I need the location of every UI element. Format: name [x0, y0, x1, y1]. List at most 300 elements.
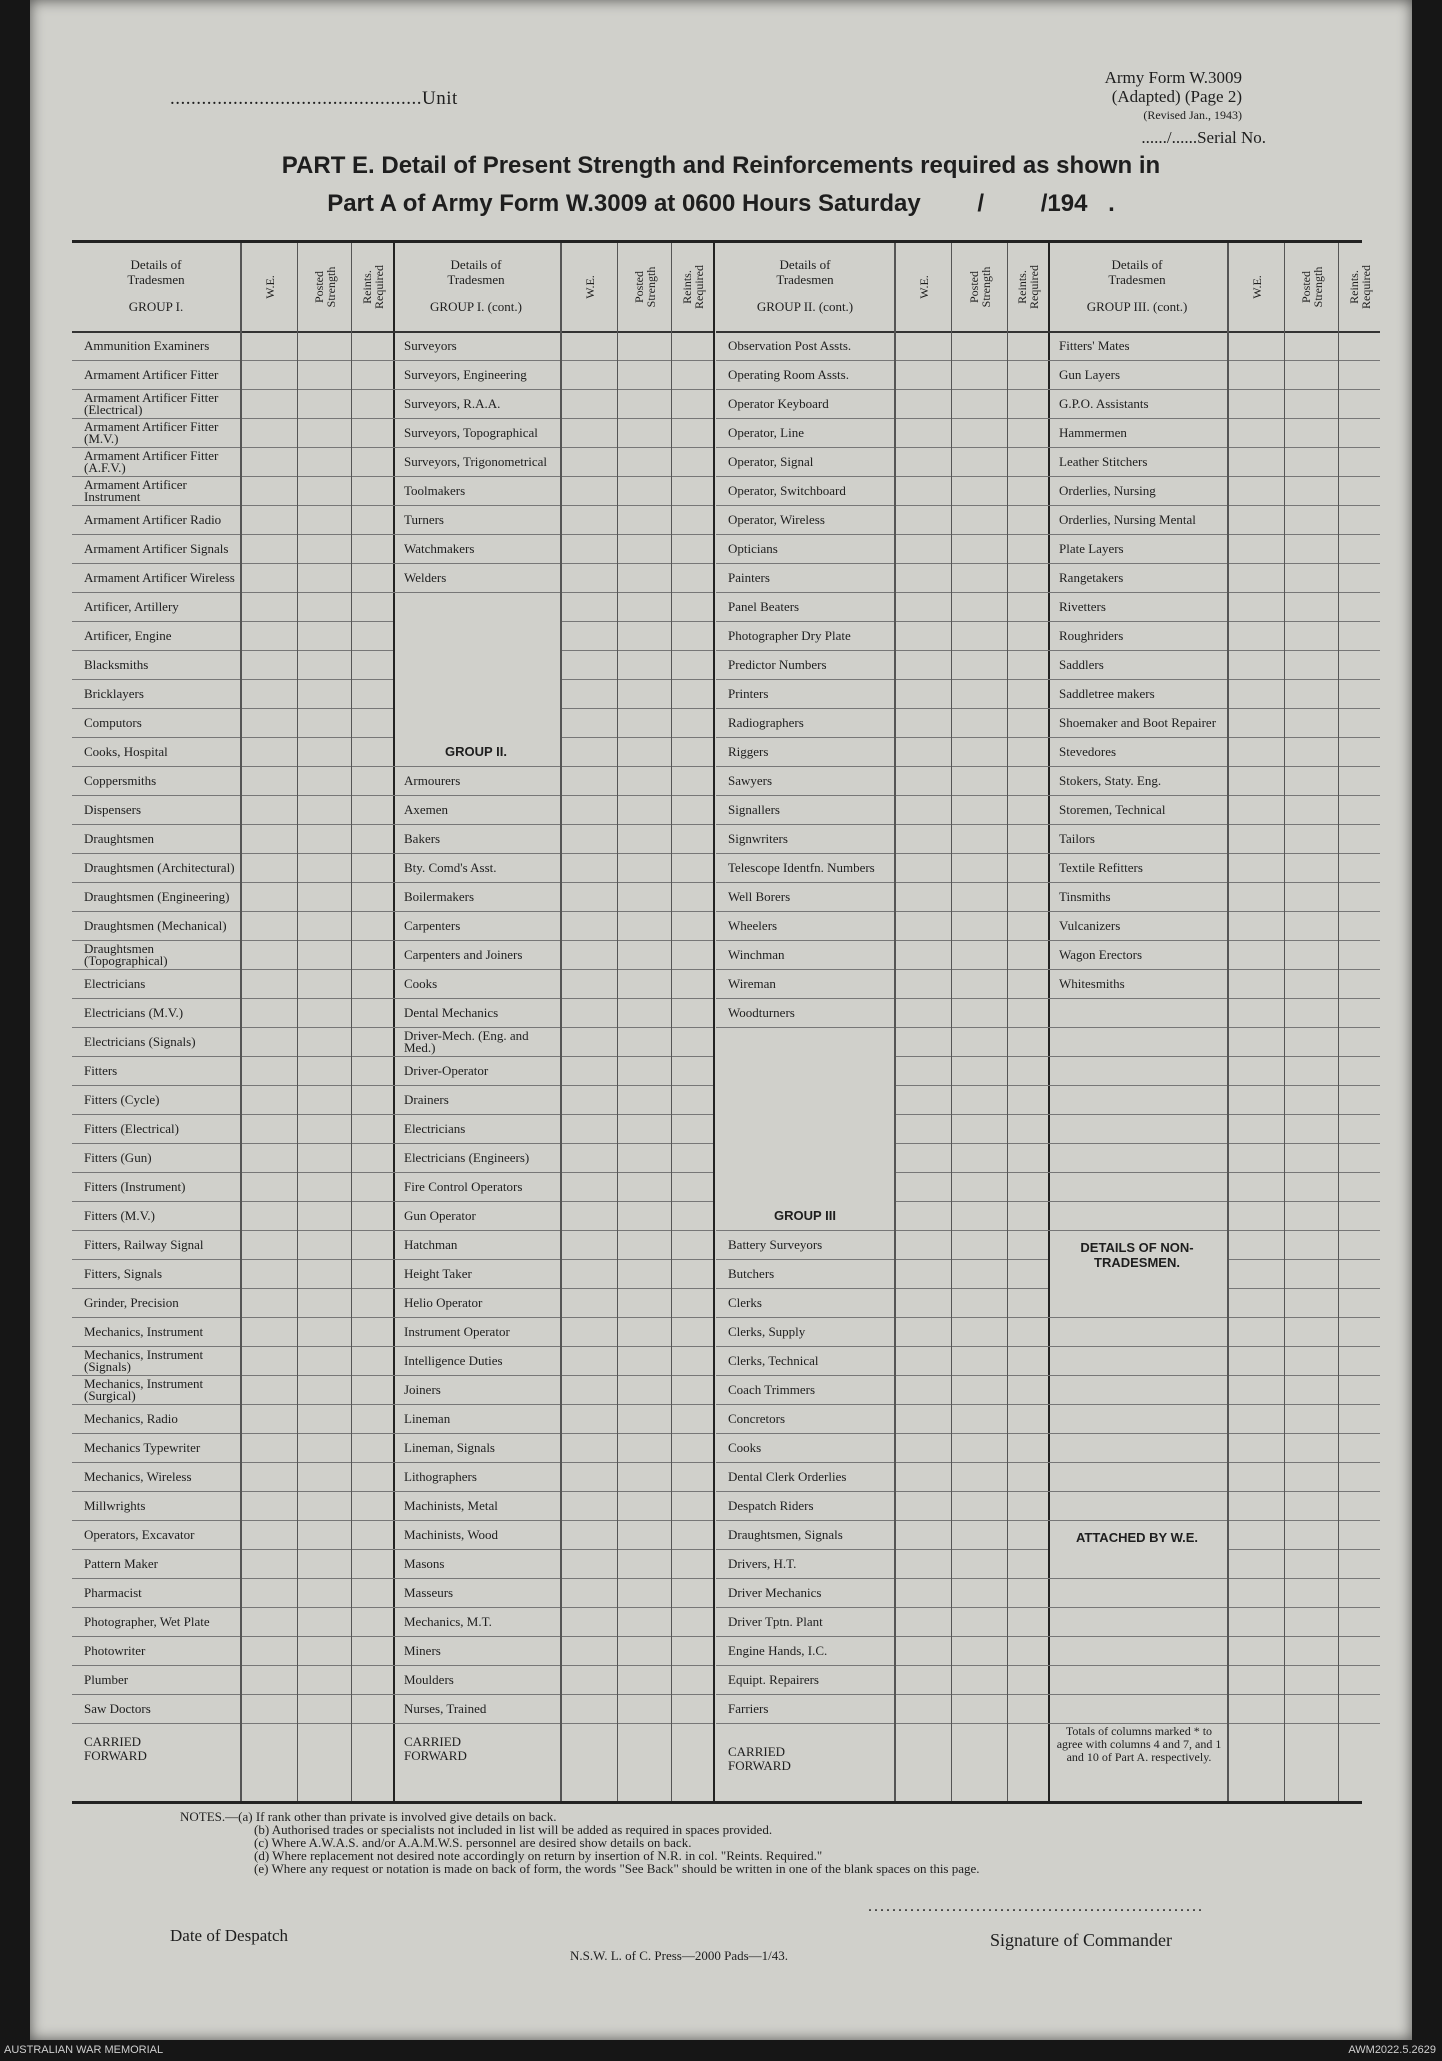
entry-cell[interactable] — [562, 534, 617, 564]
entry-cell[interactable] — [618, 1027, 671, 1057]
entry-cell[interactable] — [298, 882, 351, 912]
entry-cell[interactable] — [1008, 1172, 1048, 1202]
entry-cell[interactable] — [952, 824, 1007, 854]
entry-cell[interactable] — [896, 679, 951, 709]
entry-cell[interactable] — [352, 621, 393, 651]
entry-cell[interactable] — [618, 331, 671, 361]
entry-cell[interactable] — [242, 1085, 297, 1115]
entry-cell[interactable] — [672, 911, 713, 941]
entry-cell[interactable] — [352, 418, 393, 448]
entry-cell[interactable] — [352, 824, 393, 854]
entry-cell[interactable] — [1339, 1288, 1380, 1318]
entry-cell[interactable] — [1285, 563, 1338, 593]
entry-cell[interactable] — [562, 940, 617, 970]
entry-cell[interactable] — [1008, 1201, 1048, 1231]
entry-cell[interactable] — [1285, 360, 1338, 390]
entry-cell[interactable] — [562, 1259, 617, 1289]
entry-cell[interactable] — [1339, 447, 1380, 477]
entry-cell[interactable] — [896, 795, 951, 825]
entry-cell[interactable] — [1229, 1317, 1284, 1347]
entry-cell[interactable] — [672, 1433, 713, 1463]
entry-cell[interactable] — [352, 1027, 393, 1057]
entry-cell[interactable] — [1285, 1230, 1338, 1260]
entry-cell[interactable] — [1008, 592, 1048, 622]
entry-cell[interactable] — [1285, 1172, 1338, 1202]
entry-cell[interactable] — [242, 505, 297, 535]
entry-cell[interactable] — [952, 1549, 1007, 1579]
entry-cell[interactable] — [1285, 1404, 1338, 1434]
entry-cell[interactable] — [618, 766, 671, 796]
entry-cell[interactable] — [952, 1288, 1007, 1318]
entry-cell[interactable] — [618, 1578, 671, 1608]
entry-cell[interactable] — [952, 505, 1007, 535]
entry-cell[interactable] — [672, 1056, 713, 1086]
entry-cell[interactable] — [672, 1578, 713, 1608]
entry-cell[interactable] — [562, 737, 617, 767]
entry-cell[interactable] — [896, 1056, 951, 1086]
entry-cell[interactable] — [618, 1694, 671, 1724]
entry-cell[interactable] — [562, 853, 617, 883]
entry-cell[interactable] — [1285, 1520, 1338, 1550]
entry-cell[interactable] — [298, 1259, 351, 1289]
entry-cell[interactable] — [618, 1056, 671, 1086]
entry-cell[interactable] — [1008, 998, 1048, 1028]
entry-cell[interactable] — [1008, 1433, 1048, 1463]
entry-cell[interactable] — [1229, 1288, 1284, 1318]
entry-cell[interactable] — [672, 882, 713, 912]
entry-cell[interactable] — [562, 331, 617, 361]
entry-cell[interactable] — [1008, 911, 1048, 941]
entry-cell[interactable] — [952, 360, 1007, 390]
entry-cell[interactable] — [1008, 1230, 1048, 1260]
entry-cell[interactable] — [242, 1056, 297, 1086]
entry-cell[interactable] — [1008, 563, 1048, 593]
entry-cell[interactable] — [1339, 1607, 1380, 1637]
entry-cell[interactable] — [242, 1549, 297, 1579]
entry-cell[interactable] — [1339, 1578, 1380, 1608]
entry-cell[interactable] — [1229, 1085, 1284, 1115]
entry-cell[interactable] — [672, 1114, 713, 1144]
entry-cell[interactable] — [1285, 1665, 1338, 1695]
entry-cell[interactable] — [896, 563, 951, 593]
entry-cell[interactable] — [1285, 795, 1338, 825]
entry-cell[interactable] — [242, 360, 297, 390]
entry-cell[interactable] — [1229, 969, 1284, 999]
entry-cell[interactable] — [1008, 534, 1048, 564]
entry-cell[interactable] — [952, 853, 1007, 883]
entry-cell[interactable] — [352, 737, 393, 767]
entry-cell[interactable] — [1285, 1317, 1338, 1347]
entry-cell[interactable] — [672, 795, 713, 825]
entry-cell[interactable] — [1285, 1201, 1338, 1231]
entry-cell[interactable] — [352, 1143, 393, 1173]
entry-cell[interactable] — [1339, 708, 1380, 738]
entry-cell[interactable] — [352, 1404, 393, 1434]
entry-cell[interactable] — [562, 650, 617, 680]
entry-cell[interactable] — [242, 1288, 297, 1318]
entry-cell[interactable] — [1339, 650, 1380, 680]
entry-cell[interactable] — [1285, 1288, 1338, 1318]
entry-cell[interactable] — [1339, 1462, 1380, 1492]
entry-cell[interactable] — [1339, 1636, 1380, 1666]
entry-cell[interactable] — [1229, 1433, 1284, 1463]
entry-cell[interactable] — [1008, 1259, 1048, 1289]
entry-cell[interactable] — [242, 1027, 297, 1057]
entry-cell[interactable] — [672, 1404, 713, 1434]
entry-cell[interactable] — [1339, 360, 1380, 390]
entry-cell[interactable] — [618, 882, 671, 912]
entry-cell[interactable] — [298, 1607, 351, 1637]
entry-cell[interactable] — [298, 853, 351, 883]
entry-cell[interactable] — [1229, 1143, 1284, 1173]
entry-cell[interactable] — [1229, 505, 1284, 535]
entry-cell[interactable] — [298, 418, 351, 448]
entry-cell[interactable] — [618, 679, 671, 709]
entry-cell[interactable] — [896, 447, 951, 477]
entry-cell[interactable] — [242, 1607, 297, 1637]
entry-cell[interactable] — [618, 1230, 671, 1260]
entry-cell[interactable] — [1229, 1549, 1284, 1579]
entry-cell[interactable] — [618, 1288, 671, 1318]
entry-cell[interactable] — [298, 795, 351, 825]
entry-cell[interactable] — [562, 1172, 617, 1202]
entry-cell[interactable] — [1285, 1636, 1338, 1666]
entry-cell[interactable] — [1285, 1549, 1338, 1579]
entry-cell[interactable] — [952, 1114, 1007, 1144]
entry-cell[interactable] — [1285, 1433, 1338, 1463]
entry-cell[interactable] — [618, 708, 671, 738]
entry-cell[interactable] — [242, 389, 297, 419]
entry-cell[interactable] — [618, 592, 671, 622]
entry-cell[interactable] — [562, 1317, 617, 1347]
entry-cell[interactable] — [562, 911, 617, 941]
entry-cell[interactable] — [298, 1578, 351, 1608]
entry-cell[interactable] — [298, 1230, 351, 1260]
entry-cell[interactable] — [1229, 853, 1284, 883]
entry-cell[interactable] — [672, 360, 713, 390]
entry-cell[interactable] — [952, 766, 1007, 796]
entry-cell[interactable] — [896, 1578, 951, 1608]
entry-cell[interactable] — [298, 679, 351, 709]
entry-cell[interactable] — [618, 1317, 671, 1347]
entry-cell[interactable] — [896, 1433, 951, 1463]
entry-cell[interactable] — [562, 1549, 617, 1579]
entry-cell[interactable] — [1285, 824, 1338, 854]
entry-cell[interactable] — [562, 621, 617, 651]
entry-cell[interactable] — [672, 389, 713, 419]
entry-cell[interactable] — [952, 1346, 1007, 1376]
entry-cell[interactable] — [1008, 650, 1048, 680]
entry-cell[interactable] — [562, 1462, 617, 1492]
entry-cell[interactable] — [618, 650, 671, 680]
entry-cell[interactable] — [672, 1085, 713, 1115]
entry-cell[interactable] — [672, 1607, 713, 1637]
entry-cell[interactable] — [298, 998, 351, 1028]
entry-cell[interactable] — [672, 476, 713, 506]
entry-cell[interactable] — [952, 447, 1007, 477]
entry-cell[interactable] — [562, 882, 617, 912]
entry-cell[interactable] — [618, 1114, 671, 1144]
entry-cell[interactable] — [618, 998, 671, 1028]
entry-cell[interactable] — [1339, 1056, 1380, 1086]
entry-cell[interactable] — [1339, 969, 1380, 999]
entry-cell[interactable] — [1285, 1578, 1338, 1608]
entry-cell[interactable] — [952, 940, 1007, 970]
entry-cell[interactable] — [352, 1114, 393, 1144]
entry-cell[interactable] — [896, 1288, 951, 1318]
entry-cell[interactable] — [352, 1172, 393, 1202]
entry-cell[interactable] — [242, 1404, 297, 1434]
entry-cell[interactable] — [1229, 650, 1284, 680]
entry-cell[interactable] — [952, 1230, 1007, 1260]
entry-cell[interactable] — [298, 592, 351, 622]
entry-cell[interactable] — [618, 1201, 671, 1231]
entry-cell[interactable] — [1339, 1085, 1380, 1115]
entry-cell[interactable] — [1285, 650, 1338, 680]
entry-cell[interactable] — [562, 1375, 617, 1405]
entry-cell[interactable] — [672, 1259, 713, 1289]
entry-cell[interactable] — [1339, 882, 1380, 912]
entry-cell[interactable] — [352, 1230, 393, 1260]
entry-cell[interactable] — [562, 1433, 617, 1463]
entry-cell[interactable] — [1285, 534, 1338, 564]
entry-cell[interactable] — [562, 505, 617, 535]
entry-cell[interactable] — [1229, 1375, 1284, 1405]
entry-cell[interactable] — [896, 1694, 951, 1724]
entry-cell[interactable] — [618, 1607, 671, 1637]
entry-cell[interactable] — [618, 1433, 671, 1463]
entry-cell[interactable] — [242, 795, 297, 825]
entry-cell[interactable] — [672, 534, 713, 564]
entry-cell[interactable] — [1285, 476, 1338, 506]
entry-cell[interactable] — [1229, 1114, 1284, 1144]
entry-cell[interactable] — [1285, 1027, 1338, 1057]
entry-cell[interactable] — [298, 1549, 351, 1579]
entry-cell[interactable] — [352, 1520, 393, 1550]
entry-cell[interactable] — [1229, 1404, 1284, 1434]
entry-cell[interactable] — [1008, 708, 1048, 738]
entry-cell[interactable] — [242, 476, 297, 506]
entry-cell[interactable] — [1339, 1433, 1380, 1463]
entry-cell[interactable] — [1339, 1520, 1380, 1550]
entry-cell[interactable] — [1339, 795, 1380, 825]
entry-cell[interactable] — [298, 1491, 351, 1521]
entry-cell[interactable] — [672, 1375, 713, 1405]
entry-cell[interactable] — [1008, 1027, 1048, 1057]
entry-cell[interactable] — [1285, 1259, 1338, 1289]
entry-cell[interactable] — [1339, 563, 1380, 593]
entry-cell[interactable] — [952, 795, 1007, 825]
entry-cell[interactable] — [298, 534, 351, 564]
entry-cell[interactable] — [896, 1607, 951, 1637]
entry-cell[interactable] — [352, 911, 393, 941]
entry-cell[interactable] — [1008, 1317, 1048, 1347]
entry-cell[interactable] — [672, 1346, 713, 1376]
entry-cell[interactable] — [1285, 1491, 1338, 1521]
entry-cell[interactable] — [952, 592, 1007, 622]
entry-cell[interactable] — [896, 1201, 951, 1231]
entry-cell[interactable] — [242, 1433, 297, 1463]
entry-cell[interactable] — [672, 679, 713, 709]
entry-cell[interactable] — [562, 592, 617, 622]
entry-cell[interactable] — [1229, 1462, 1284, 1492]
entry-cell[interactable] — [952, 1143, 1007, 1173]
entry-cell[interactable] — [1229, 679, 1284, 709]
entry-cell[interactable] — [298, 1201, 351, 1231]
entry-cell[interactable] — [896, 505, 951, 535]
entry-cell[interactable] — [672, 1665, 713, 1695]
entry-cell[interactable] — [952, 534, 1007, 564]
entry-cell[interactable] — [1285, 853, 1338, 883]
entry-cell[interactable] — [352, 853, 393, 883]
entry-cell[interactable] — [242, 737, 297, 767]
entry-cell[interactable] — [242, 1230, 297, 1260]
entry-cell[interactable] — [672, 1520, 713, 1550]
entry-cell[interactable] — [952, 1375, 1007, 1405]
entry-cell[interactable] — [298, 1346, 351, 1376]
entry-cell[interactable] — [1339, 1143, 1380, 1173]
entry-cell[interactable] — [562, 476, 617, 506]
entry-cell[interactable] — [952, 389, 1007, 419]
entry-cell[interactable] — [242, 969, 297, 999]
entry-cell[interactable] — [896, 621, 951, 651]
entry-cell[interactable] — [1008, 824, 1048, 854]
entry-cell[interactable] — [242, 1317, 297, 1347]
entry-cell[interactable] — [242, 1636, 297, 1666]
entry-cell[interactable] — [1229, 1578, 1284, 1608]
entry-cell[interactable] — [1008, 1549, 1048, 1579]
entry-cell[interactable] — [1229, 1607, 1284, 1637]
entry-cell[interactable] — [1339, 1259, 1380, 1289]
entry-cell[interactable] — [1339, 1665, 1380, 1695]
entry-cell[interactable] — [1285, 882, 1338, 912]
entry-cell[interactable] — [1008, 1491, 1048, 1521]
entry-cell[interactable] — [1008, 1636, 1048, 1666]
entry-cell[interactable] — [672, 1143, 713, 1173]
entry-cell[interactable] — [562, 1607, 617, 1637]
entry-cell[interactable] — [298, 1288, 351, 1318]
entry-cell[interactable] — [1229, 1665, 1284, 1695]
entry-cell[interactable] — [672, 969, 713, 999]
entry-cell[interactable] — [896, 708, 951, 738]
entry-cell[interactable] — [1339, 1027, 1380, 1057]
entry-cell[interactable] — [1339, 1694, 1380, 1724]
entry-cell[interactable] — [952, 1578, 1007, 1608]
entry-cell[interactable] — [1339, 389, 1380, 419]
entry-cell[interactable] — [618, 795, 671, 825]
entry-cell[interactable] — [896, 766, 951, 796]
entry-cell[interactable] — [672, 505, 713, 535]
entry-cell[interactable] — [242, 940, 297, 970]
entry-cell[interactable] — [1285, 766, 1338, 796]
entry-cell[interactable] — [242, 592, 297, 622]
entry-cell[interactable] — [672, 1549, 713, 1579]
entry-cell[interactable] — [1229, 795, 1284, 825]
entry-cell[interactable] — [242, 998, 297, 1028]
entry-cell[interactable] — [672, 1462, 713, 1492]
entry-cell[interactable] — [242, 650, 297, 680]
entry-cell[interactable] — [952, 1201, 1007, 1231]
entry-cell[interactable] — [1285, 592, 1338, 622]
entry-cell[interactable] — [1008, 882, 1048, 912]
entry-cell[interactable] — [896, 737, 951, 767]
entry-cell[interactable] — [298, 1462, 351, 1492]
entry-cell[interactable] — [1339, 1201, 1380, 1231]
entry-cell[interactable] — [242, 1665, 297, 1695]
entry-cell[interactable] — [242, 1491, 297, 1521]
entry-cell[interactable] — [1285, 331, 1338, 361]
entry-cell[interactable] — [1229, 621, 1284, 651]
entry-cell[interactable] — [352, 447, 393, 477]
entry-cell[interactable] — [242, 1201, 297, 1231]
entry-cell[interactable] — [1339, 1114, 1380, 1144]
entry-cell[interactable] — [896, 1404, 951, 1434]
entry-cell[interactable] — [298, 1114, 351, 1144]
entry-cell[interactable] — [352, 1288, 393, 1318]
entry-cell[interactable] — [1285, 940, 1338, 970]
entry-cell[interactable] — [1008, 1375, 1048, 1405]
entry-cell[interactable] — [352, 650, 393, 680]
entry-cell[interactable] — [618, 1491, 671, 1521]
entry-cell[interactable] — [952, 1259, 1007, 1289]
entry-cell[interactable] — [298, 708, 351, 738]
entry-cell[interactable] — [952, 1027, 1007, 1057]
entry-cell[interactable] — [242, 1462, 297, 1492]
entry-cell[interactable] — [1339, 1491, 1380, 1521]
entry-cell[interactable] — [952, 476, 1007, 506]
entry-cell[interactable] — [1339, 476, 1380, 506]
entry-cell[interactable] — [298, 766, 351, 796]
entry-cell[interactable] — [1008, 1462, 1048, 1492]
entry-cell[interactable] — [952, 1462, 1007, 1492]
entry-cell[interactable] — [562, 563, 617, 593]
entry-cell[interactable] — [1229, 1694, 1284, 1724]
entry-cell[interactable] — [1339, 621, 1380, 651]
entry-cell[interactable] — [1285, 708, 1338, 738]
entry-cell[interactable] — [896, 1491, 951, 1521]
entry-cell[interactable] — [618, 1143, 671, 1173]
entry-cell[interactable] — [952, 1172, 1007, 1202]
entry-cell[interactable] — [672, 1230, 713, 1260]
entry-cell[interactable] — [352, 1694, 393, 1724]
entry-cell[interactable] — [1229, 708, 1284, 738]
entry-cell[interactable] — [352, 534, 393, 564]
entry-cell[interactable] — [1285, 969, 1338, 999]
entry-cell[interactable] — [1285, 1375, 1338, 1405]
entry-cell[interactable] — [1008, 766, 1048, 796]
entry-cell[interactable] — [618, 1085, 671, 1115]
entry-cell[interactable] — [952, 882, 1007, 912]
entry-cell[interactable] — [672, 1636, 713, 1666]
entry-cell[interactable] — [1008, 969, 1048, 999]
entry-cell[interactable] — [1229, 998, 1284, 1028]
entry-cell[interactable] — [618, 534, 671, 564]
entry-cell[interactable] — [672, 563, 713, 593]
entry-cell[interactable] — [896, 1230, 951, 1260]
entry-cell[interactable] — [672, 1317, 713, 1347]
entry-cell[interactable] — [1229, 1230, 1284, 1260]
entry-cell[interactable] — [618, 360, 671, 390]
entry-cell[interactable] — [896, 1143, 951, 1173]
entry-cell[interactable] — [1229, 1259, 1284, 1289]
entry-cell[interactable] — [672, 331, 713, 361]
entry-cell[interactable] — [952, 331, 1007, 361]
entry-cell[interactable] — [352, 1346, 393, 1376]
entry-cell[interactable] — [352, 563, 393, 593]
entry-cell[interactable] — [672, 1694, 713, 1724]
entry-cell[interactable] — [1285, 1143, 1338, 1173]
entry-cell[interactable] — [618, 1549, 671, 1579]
